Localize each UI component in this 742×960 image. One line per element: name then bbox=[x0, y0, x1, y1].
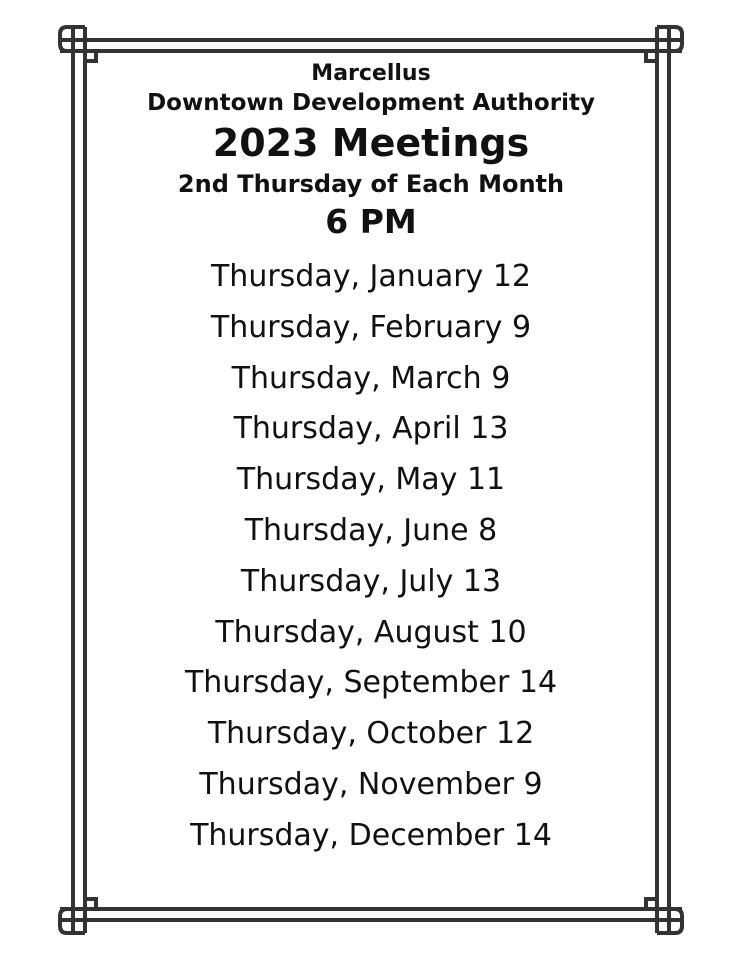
meeting-date: Thursday, June 8 bbox=[244, 512, 498, 548]
meeting-time: 6 PM bbox=[325, 202, 417, 241]
meeting-date: Thursday, April 13 bbox=[233, 411, 509, 447]
meeting-date: Thursday, October 12 bbox=[207, 716, 535, 752]
org-name-line1: Marcellus bbox=[311, 61, 431, 86]
meeting-date: Thursday, July 13 bbox=[240, 563, 502, 599]
meeting-date: Thursday, February 9 bbox=[210, 309, 532, 345]
meeting-date: Thursday, January 12 bbox=[210, 259, 531, 294]
meeting-date: Thursday, May 11 bbox=[236, 462, 506, 498]
meeting-dates-list bbox=[86, 252, 656, 862]
org-name-line2: Downtown Development Authority bbox=[147, 90, 595, 116]
meeting-date: Thursday, March 9 bbox=[231, 360, 511, 396]
meeting-date: Thursday, November 9 bbox=[199, 766, 543, 802]
meeting-date: Thursday, August 10 bbox=[215, 614, 527, 650]
page-title: 2023 Meetings bbox=[212, 121, 530, 165]
schedule-subtitle: 2nd Thursday of Each Month bbox=[177, 170, 565, 198]
flyer-content bbox=[86, 60, 656, 862]
meeting-date: Thursday, September 14 bbox=[184, 665, 558, 701]
meeting-date: Thursday, December 14 bbox=[190, 817, 552, 853]
